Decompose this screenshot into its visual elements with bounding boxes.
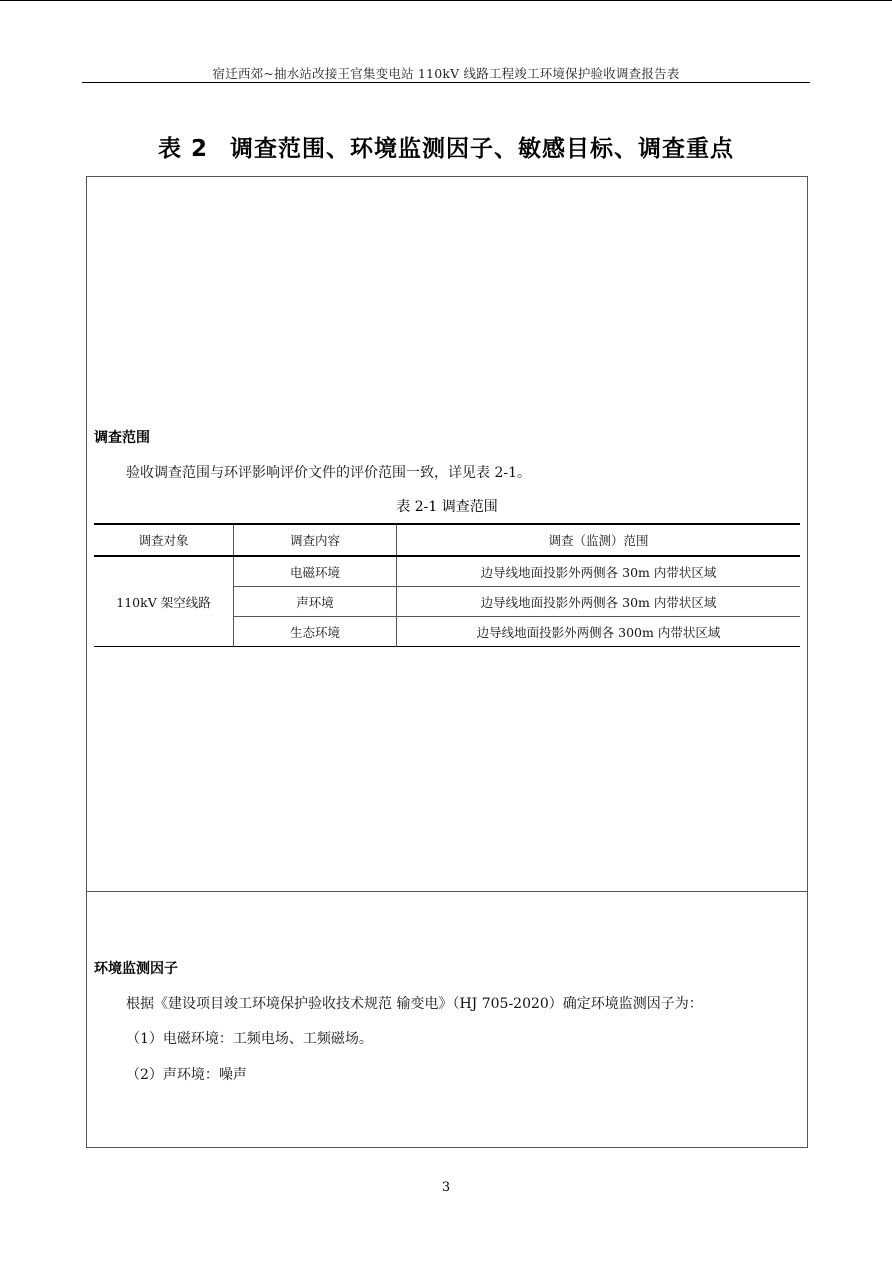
survey-content-cell: 声环境 [234,587,397,617]
table-header-row [94,524,800,556]
survey-range-cell: 边导线地面投影外两侧各 300m 内带状区域 [476,624,721,640]
column-header-content: 调查内容 [234,524,397,556]
table-number: 表 2 [157,136,208,162]
page-number: 3 [441,1180,451,1195]
survey-content-cell: 生态环境 [234,617,397,647]
running-header: 宿迁西郊~抽水站改接王官集变电站 110kV 线路工程竣工环境保护验收调查报告表 [212,66,680,81]
header-rule [82,82,810,83]
column-header-range: 调查（监测）范围 [548,533,649,548]
survey-scope-table [94,523,800,647]
table-row [94,556,800,587]
table-caption: 表 2-1 调查范围 [396,499,498,515]
survey-object-cell: 110kV 架空线路 [94,556,234,647]
survey-range-cell: 边导线地面投影外两侧各 30m 内带状区域 [480,564,717,580]
title-text: 调查范围、环境监测因子、敏感目标、调查重点 [230,136,734,162]
column-header-object: 调查对象 [94,524,234,556]
monitoring-factors-box [86,891,808,1148]
page-title [82,130,810,163]
survey-scope-paragraph: 验收调查范围与环评影响评价文件的评价范围一致，详见表 2-1。 [126,465,531,481]
monitoring-factors-intro: 根据《建设项目竣工环境保护验收技术规范 输变电》（HJ 705-2020）确定环境监测因子为： [126,996,703,1012]
survey-scope-heading: 调查范围 [94,430,150,446]
survey-content-cell: 电磁环境 [234,556,397,587]
survey-range-cell: 边导线地面投影外两侧各 30m 内带状区域 [480,594,717,610]
top-border-line [0,0,892,1]
monitoring-factor-item: （2）声环境：噪声 [126,1067,247,1083]
monitoring-factor-item: （1）电磁环境：工频电场、工频磁场。 [126,1031,373,1047]
monitoring-factors-heading: 环境监测因子 [94,961,178,977]
